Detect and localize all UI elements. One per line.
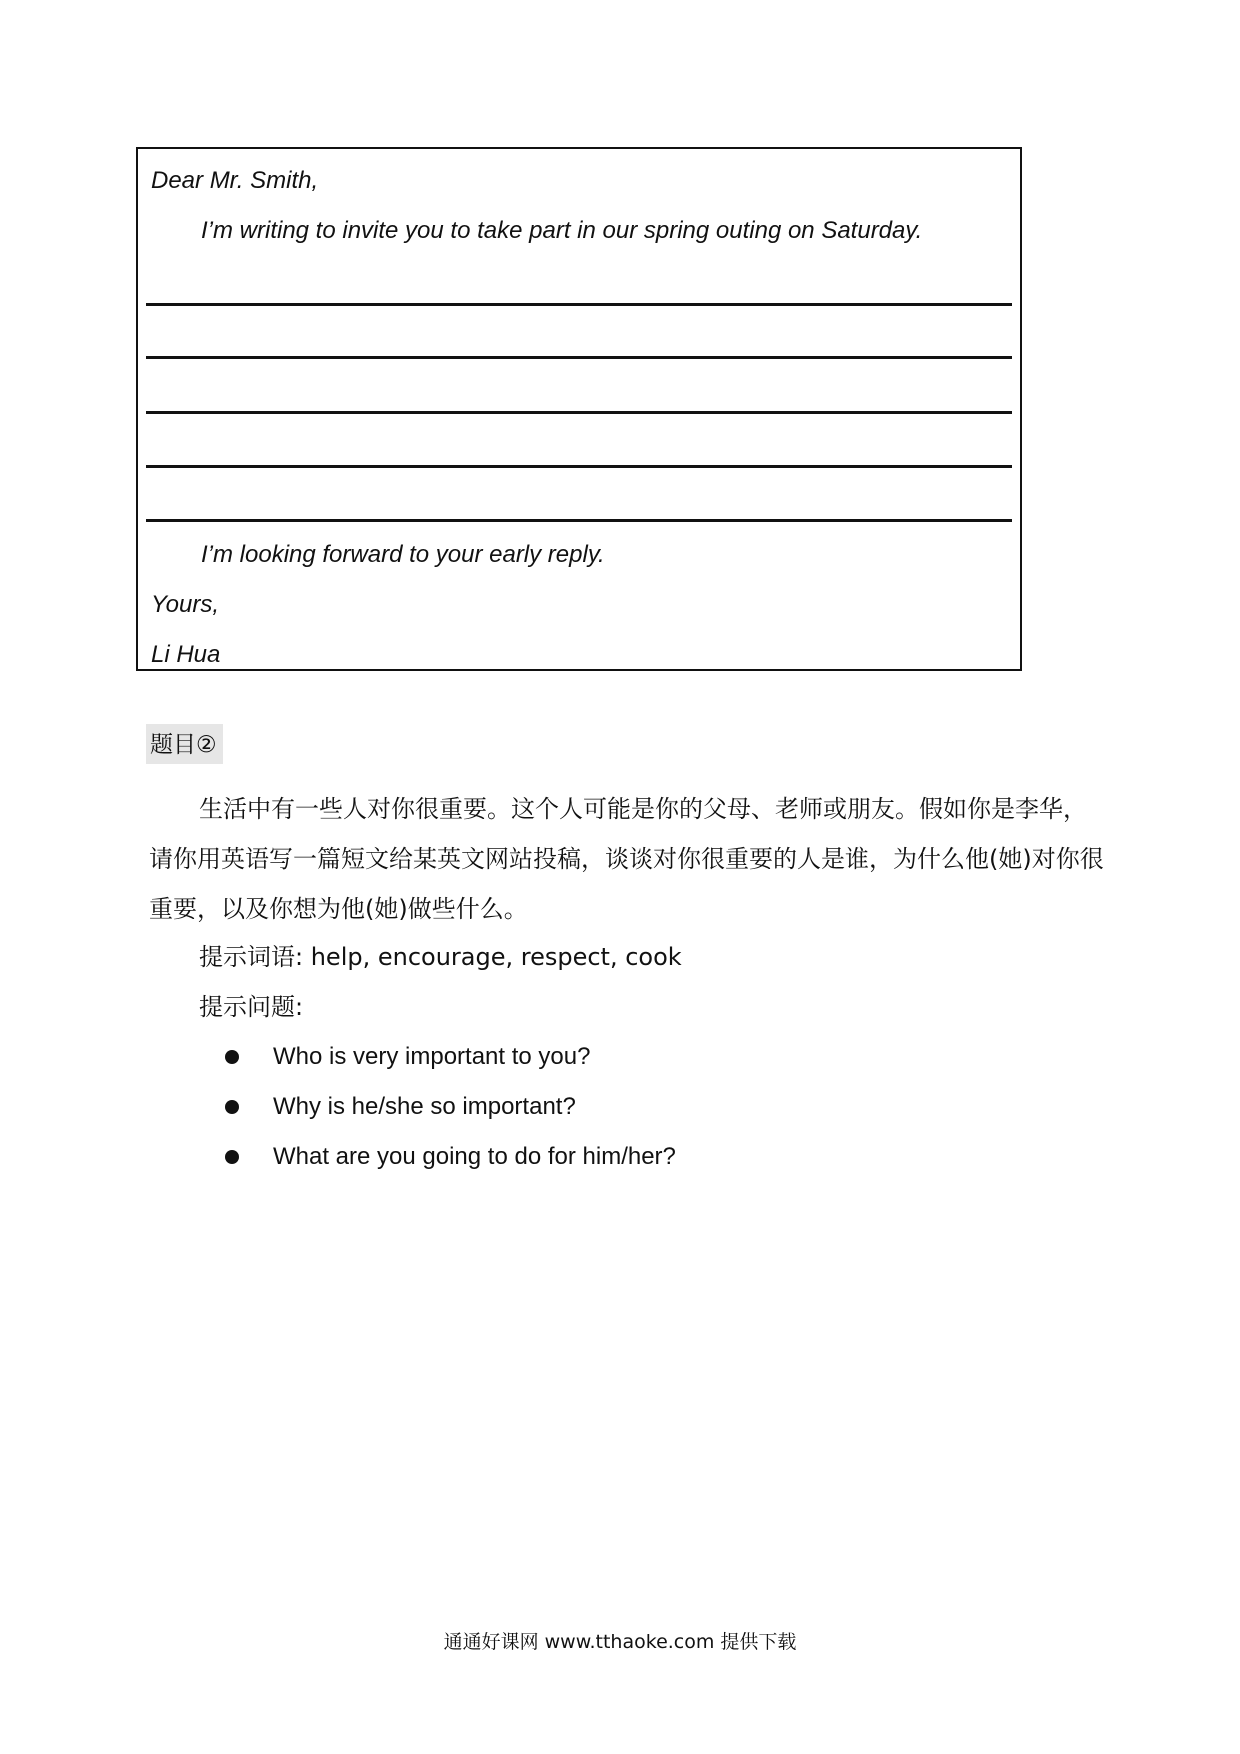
writing-line [146, 465, 1012, 468]
letter-box [136, 147, 1022, 671]
writing-line [146, 303, 1012, 306]
letter-opening: I’m writing to invite you to take part in our spring outing on Saturday. [201, 217, 923, 244]
letter-signature: Li Hua [151, 641, 221, 668]
bullet-icon [225, 1150, 239, 1164]
question-text: Why is he/she so important? [273, 1093, 576, 1120]
writing-line [146, 411, 1012, 414]
letter-signoff: Yours, [151, 591, 220, 618]
bullet-icon [225, 1050, 239, 1064]
task-paragraph: 生活中有一些人对你很重要。这个人可能是你的父母、老师或朋友。假如你是李华，请你用英语写一篇短文给某英文网站投稿，谈谈对你很重要的人是谁，为什么他(她)对你很重要，以及你想为他(她)做些什么。 [149, 795, 1104, 923]
writing-line [146, 356, 1012, 359]
question-text: Who is very important to you? [273, 1043, 591, 1070]
letter-closing: I’m looking forward to your early reply. [201, 541, 605, 568]
bullet-icon [225, 1100, 239, 1114]
letter-greeting: Dear Mr. Smith, [151, 167, 319, 194]
page-footer: 通通好课网 www.tthaoke.com 提供下载 [443, 1631, 797, 1653]
question-text: What are you going to do for him/her? [273, 1143, 676, 1170]
hint-words: 提示词语: help, encourage, respect, cook [199, 943, 682, 971]
writing-line [146, 519, 1012, 522]
hint-questions-label: 提示问题: [199, 993, 304, 1021]
task-label: 题目② [146, 724, 223, 764]
